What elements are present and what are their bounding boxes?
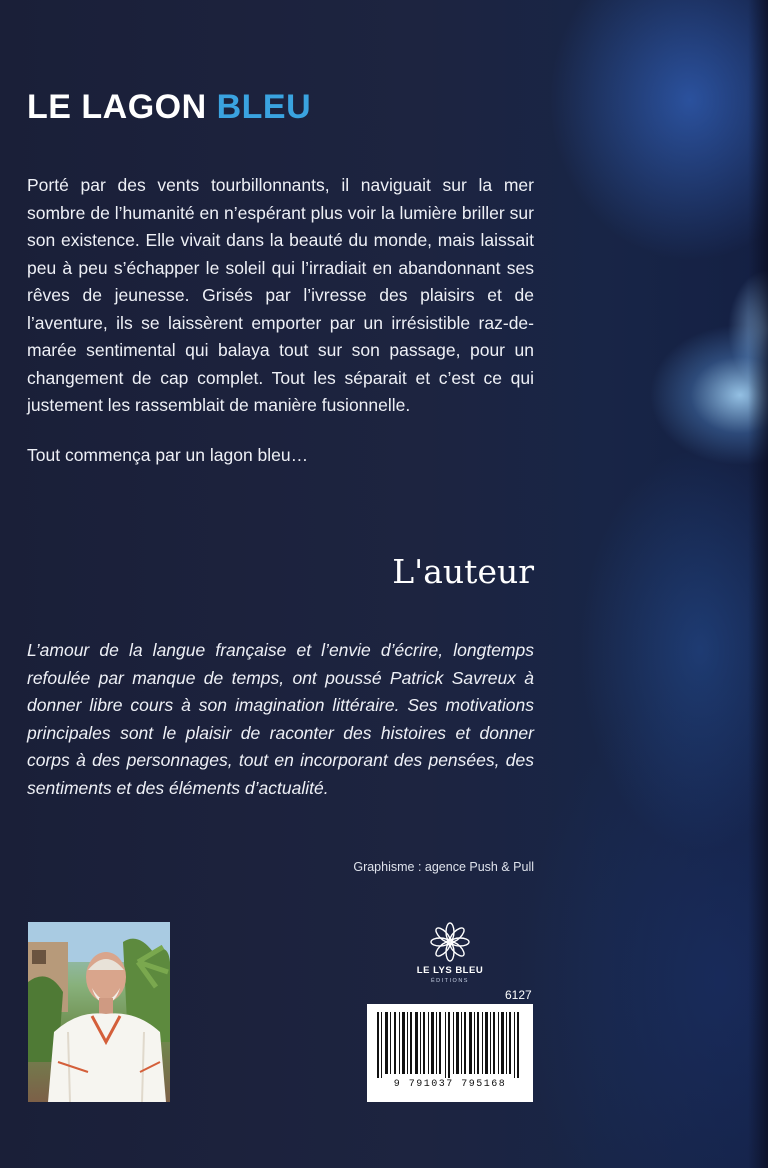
barcode-bars (375, 1012, 525, 1078)
publisher-subtitle: ÉDITIONS (431, 978, 469, 984)
synopsis-closing-line: Tout commença par un lagon bleu… (27, 445, 309, 465)
book-title-main: LE LAGON (27, 88, 217, 126)
book-title-accent: BLEU (216, 88, 312, 126)
lily-flower-icon (430, 922, 470, 962)
isbn-number: 9 791037 795168 (393, 1079, 507, 1090)
publisher-logo (400, 922, 500, 984)
author-photo-illustration (28, 922, 170, 1102)
book-title (27, 88, 311, 127)
author-bio: L’amour de la langue française et l’envie d’écrire, longtemps refoulée par manque de temps, ont poussé Patrick Savreux à donner libre cours à son imagination littéraire. Ses motivations principales sont le plaisir de raconter des histoires et donner corps à des personnages, tout en incorporant des pensées, des sentiments et des éléments d’actualité. (27, 640, 534, 798)
book-code: 6127 (505, 988, 532, 1002)
author-heading: L'auteur (392, 552, 534, 591)
design-credit: Graphisme : agence Push & Pull (353, 860, 534, 874)
author-photo (28, 922, 170, 1102)
publisher-name: LE LYS BLEU (416, 965, 484, 976)
barcode (367, 1004, 533, 1102)
cover-edge-shadow (748, 0, 768, 1168)
synopsis-text: Porté par des vents tourbillonnants, il naviguait sur la mer sombre de l’humanité en n’espérant plus voir la lumière briller sur son existence. Elle vivait dans la beauté du monde, mais laissait peu à peu s’échapper le soleil qui l’irradiait en abandonnant ses rêves de jeunesse. Grisés par l’ivresse des plaisirs et de l’aventure, ils se laissèrent emporter par un irrésistible raz-de-marée sentimental qui balaya tout sur son passage, pour un changement de cap complet. Tout les séparait et c’est ce qui justement les rassemblait de manière fusionnelle. (27, 175, 534, 415)
